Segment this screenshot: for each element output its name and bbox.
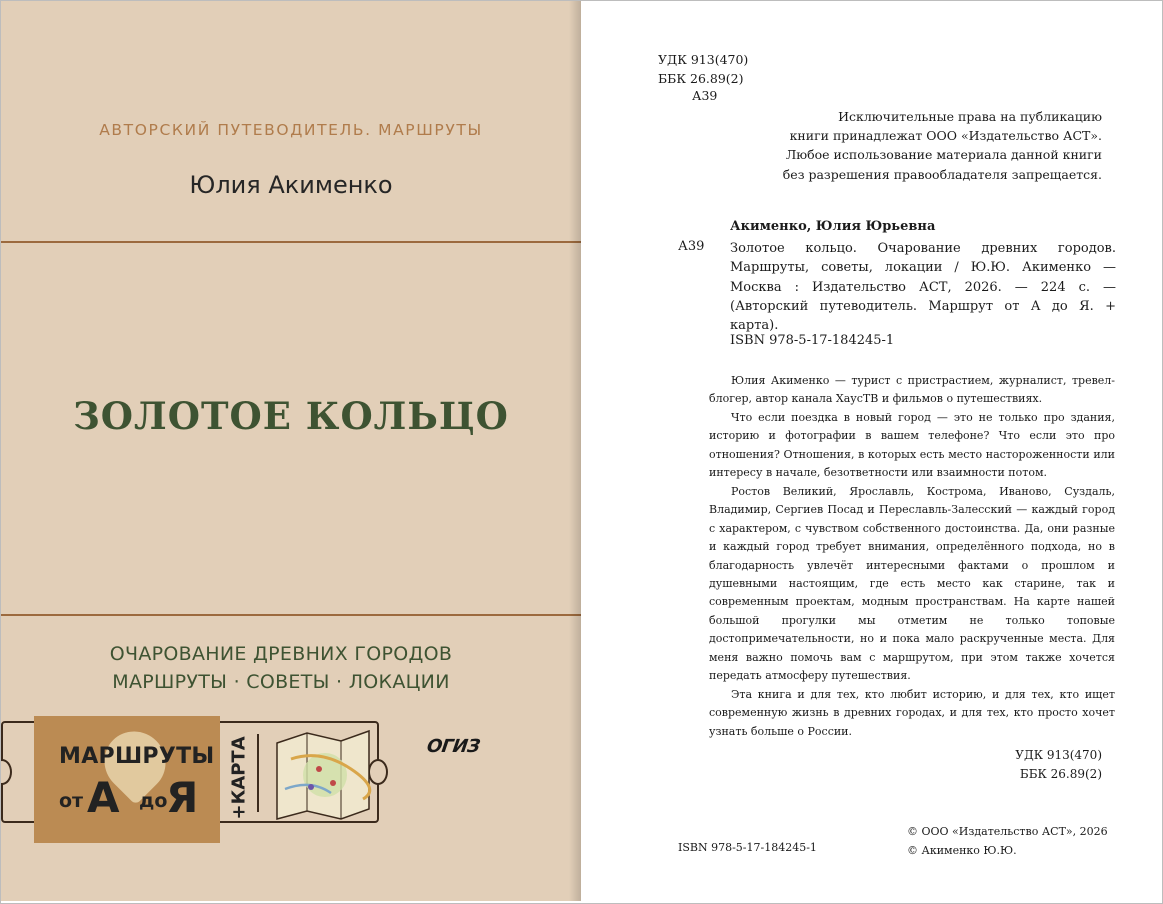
rights-notice (728, 107, 1102, 184)
annotation-paragraph: Эта книга и для тех, кто любит историю, и для тех, кто ищет современную жизнь в древних городах, и для тех, кто просто хочет узнать больше о России. (709, 687, 1115, 738)
rights-line: книги принадлежат ООО «Издательство АСТ». (789, 128, 1102, 144)
annotation-paragraph: Что если поездка в новый город — это не только про здания, историю и фотографии в вашем телефоне? Что если это про отношения? Отношения, в которых есть место настороженности или интересу в начале, безответности или взаимности потом. (709, 410, 1115, 480)
rights-line: без разрешения правообладателя запрещается. (782, 166, 1102, 182)
udk-code-bottom: УДК 913(470) (1015, 748, 1102, 762)
udk-bbk-bottom (960, 746, 1102, 783)
book-cover (1, 1, 581, 901)
map-thumbnail-icon (271, 729, 375, 821)
annotation-paragraph: Ростов Великий, Ярославль, Кострома, Иваново, Суздаль, Владимир, Сергиев Посад и Переславль-Залесский — каждый город с характером, с чувством собственного достоинства. Да, они разные и каждый город требует внимания, определённого подхода, но в благодарность увлечёт интересными фактами о прошлом и душевными настоящим, где есть место как старине, так и современным проектам, модным пространствам. На карте нашей большой прогулки мы отметим не только топовые достопримечательности, но и пока мало раскрученные места. Для меня важно помочь вам с маршрутом, при этом также хочется передать атмосферу путешествия. (709, 484, 1115, 683)
badge-word-to: до (139, 790, 168, 812)
map-badge-label: +КАРТА (228, 736, 250, 820)
badge-word-from: от (59, 790, 84, 812)
badge-word-routes: МАРШРУТЫ (59, 744, 215, 769)
copyright-block (907, 823, 1108, 860)
annotation (709, 372, 1115, 741)
isbn: ISBN 978-5-17-184245-1 (730, 333, 895, 348)
isbn-bottom: ISBN 978-5-17-184245-1 (678, 841, 817, 854)
bbk-code: ББК 26.89(2) (658, 71, 744, 86)
bibliographic-description: Золотое кольцо. Очарование древних городов. Маршруты, советы, локации / Ю.Ю. Акименко — Москва : Издательство АСТ, 2026. — 224 с. — (Авторский путеводитель. Маршрут от А до Я. + карта). (730, 241, 1116, 334)
annotation-paragraph: Юлия Акименко — турист с пристрастием, журналист, тревел-блогер, автор канала ХаусТВ и фильмов о путешествиях. (709, 374, 1115, 406)
bibliographic-author: Акименко, Юлия Юрьевна (730, 219, 936, 234)
publisher-logo: ОГИЗ (425, 736, 482, 757)
cover-subtitle-line2: МАРШРУТЫ · СОВЕТЫ · ЛОКАЦИИ (112, 671, 450, 693)
author-sign: А39 (692, 88, 718, 103)
copyright-publisher: © ООО «Издательство АСТ», 2026 (907, 825, 1108, 838)
cover-subtitle-line1: ОЧАРОВАНИЕ ДРЕВНИХ ГОРОДОВ (109, 643, 453, 665)
cover-title: ЗОЛОТОЕ КОЛЬЦО (73, 394, 509, 438)
ticket-divider (257, 734, 259, 812)
udk-bbk-block (658, 50, 748, 88)
udk-code: УДК 913(470) (658, 52, 749, 67)
series-title: АВТОРСКИЙ ПУТЕВОДИТЕЛЬ. МАРШРУТЫ (99, 121, 483, 139)
cover-divider-top (1, 241, 581, 243)
cover-divider-bottom (1, 614, 581, 616)
bbk-code-bottom: ББК 26.89(2) (1019, 766, 1102, 781)
cover-spine-shadow (569, 1, 581, 901)
rights-line: Любое использование материала данной книги (785, 147, 1102, 163)
copyright-author: © Акименко Ю.Ю. (907, 843, 1017, 857)
badge-letter-a: А (87, 773, 120, 822)
badge-letter-ya: Я (166, 773, 199, 822)
cover-author: Юлия Акименко (189, 171, 393, 199)
rights-line: Исключительные права на публикацию (838, 109, 1102, 124)
bibliographic-code: А39 (678, 239, 705, 254)
